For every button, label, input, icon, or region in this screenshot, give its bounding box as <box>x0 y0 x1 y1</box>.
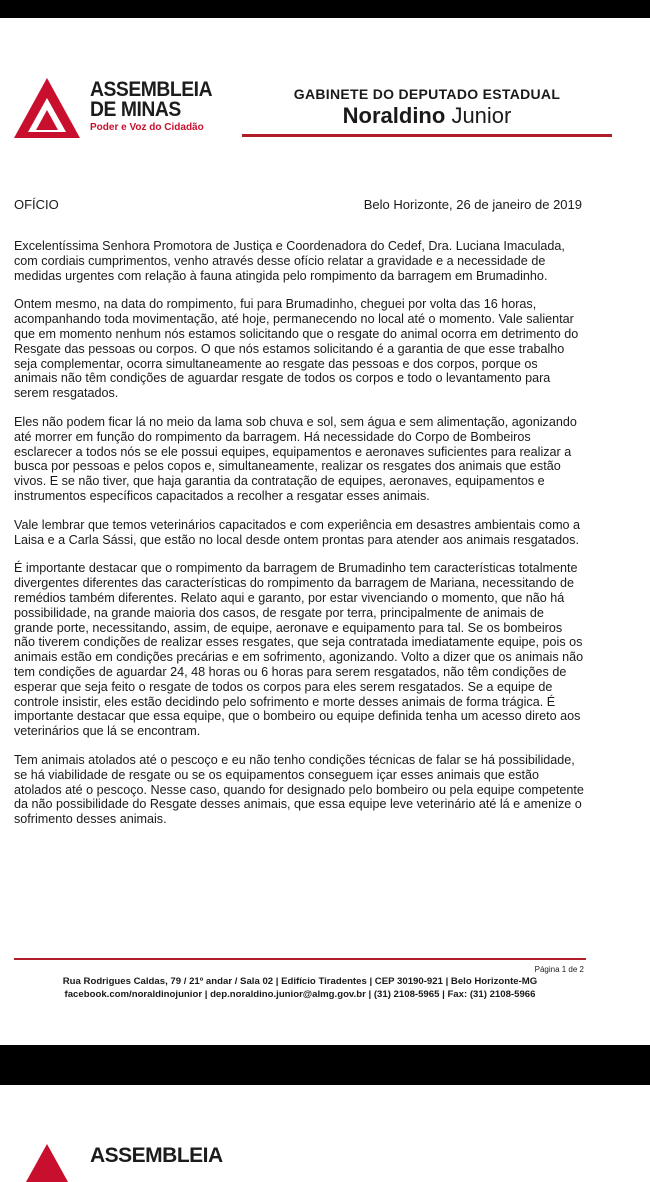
paragraph: Ontem mesmo, na data do rompimento, fui para Brumadinho, cheguei por volta das 16 horas, acompanhando toda movimentação, até hoje, permanecendo no local até o momento. Vale salientar que em momento nenhum nós estamos solicitando que o resgate do animal ocorra em detrimento do Resgate das pessoas ou corpos. O que nós estamos solicitando é a garantia de que esse trabalho seja complementar, ocorra simultaneamente ao resgate das pessoas e dos corpos, porque os animais não têm condições de aguardar resgate de todos os corpos e todo o levantamento para serem resgatados. <box>14 297 579 401</box>
org-tagline: Poder e Voz do Cidadão <box>90 122 204 133</box>
paragraph: É importante destacar que o rompimento da barragem de Brumadinho tem características totalmente divergentes diferentes das características do rompimento da barragem de Mariana, necessitando de remédios também diferentes. Relato aqui e garanto, por estar vivenciando o momento, que não há possibilidade, na grande maioria dos casos, de resgate por terra, principalmente de animais de grande porte, necessitando, assim, de equipe, aeronave e equipamento para tal. Se os bombeiros não tiverem condições de realizar esses resgates, que seja contratada imediatamente equipe, pois os animais estão em condições precárias e em sofrimento, agonizando. Volto a dizer que os animais não tem condições de aguardar 24, 48 horas ou 6 horas para serem resgatados, não têm condições de esperar que seja feito o resgate de todos os corpos para eles serem resgatados. Se a equipe de controle insistir, eles estão decidindo pelo sofrimento e morte desses animais de forma trágica. É importante destacar que essa equipe, que o bombeiro ou equipe definida tenha um acesso direto aos veterinários que lá se encontram. <box>14 561 584 739</box>
footer-address: Rua Rodrigues Caldas, 79 / 21º andar / Sala 02 | Edifício Tiradentes | CEP 30190-921 | Belo Horizonte-MG <box>62 976 538 987</box>
org-name-line2: DE MINAS <box>90 98 181 121</box>
page-number: Página 1 de 2 <box>534 965 584 974</box>
paragraph: Tem animais atolados até o pescoço e eu não tenho condições técnicas de falar se há possibilidade, se há viabilidade de resgate ou se os equipamentos conseguem içar esses animais que estão atolados até o pescoço. Nesse caso, quando for designado pelo bombeiro ou pela equipe competente da não possibilidade do Resgate desses animais, que essa equipe leve veterinário até lá e amenize o sofrimento desses animais. <box>14 752 584 827</box>
assembleia-logo-icon <box>12 76 82 140</box>
place-date: Belo Horizonte, 26 de janeiro de 2019 <box>363 197 582 212</box>
footer-contact-line: facebook.com/noraldinojunior | dep.noraldino.junior@almg.gov.br | (31) 2108-5965 | Fax: (31) 2108-5966 <box>64 989 536 1000</box>
page-separator-bar <box>0 1045 650 1085</box>
office-heading <box>242 86 612 129</box>
paragraph: Eles não podem ficar lá no meio da lama sob chuva e sol, sem água e sem alimentação, agonizando até morrer em função do rompimento da barragem. Há necessidade do Corpo de Bombeiros esclarecer a todos nós se ele possui equipes, equipamentos e aeronaves suficientes para realizar a busca por pessoas e pelos copos e, simultaneamente, realizar os resgates dos animais que estão vivos. E se não tiver, que haja garantia da contratação de equipes, aeronaves, equipamentos e instrumentos específicos capacitados a recolher a resgatar esses animais. <box>14 414 577 503</box>
paragraph: Vale lembrar que temos veterinários capacitados e com experiência em desastres ambientais como a Laisa e a Carla Sássi, que estão no local desde ontem prontas para atender aos animais resgatados. <box>14 517 581 547</box>
deputy-name <box>242 103 612 129</box>
org-name-line1: ASSEMBLEIA <box>90 78 213 101</box>
paragraph: Excelentíssima Senhora Promotora de Justiça e Coordenadora do Cedef, Dra. Luciana Imaculada, com cordiais cumprimentos, venho através desse ofício relatar a gravidade e a necessidade de medidas urgentes com relação à fauna atingida pelo rompimento da barragem em Brumadinho. <box>14 239 565 283</box>
office-title: GABINETE DO DEPUTADO ESTADUAL <box>293 86 561 102</box>
letter-body <box>14 239 584 841</box>
org-wordmark <box>90 80 223 133</box>
next-page-org-name: ASSEMBLEIA <box>90 1144 223 1167</box>
document-type: OFÍCIO <box>14 197 59 212</box>
footer-divider <box>14 958 586 960</box>
top-status-bar <box>0 0 650 18</box>
assembleia-logo-icon <box>14 1142 80 1182</box>
header-divider <box>242 134 612 137</box>
deputy-first-name: Noraldino <box>342 103 446 128</box>
footer-contacts <box>14 975 586 1001</box>
deputy-last-name: Junior <box>451 103 512 128</box>
